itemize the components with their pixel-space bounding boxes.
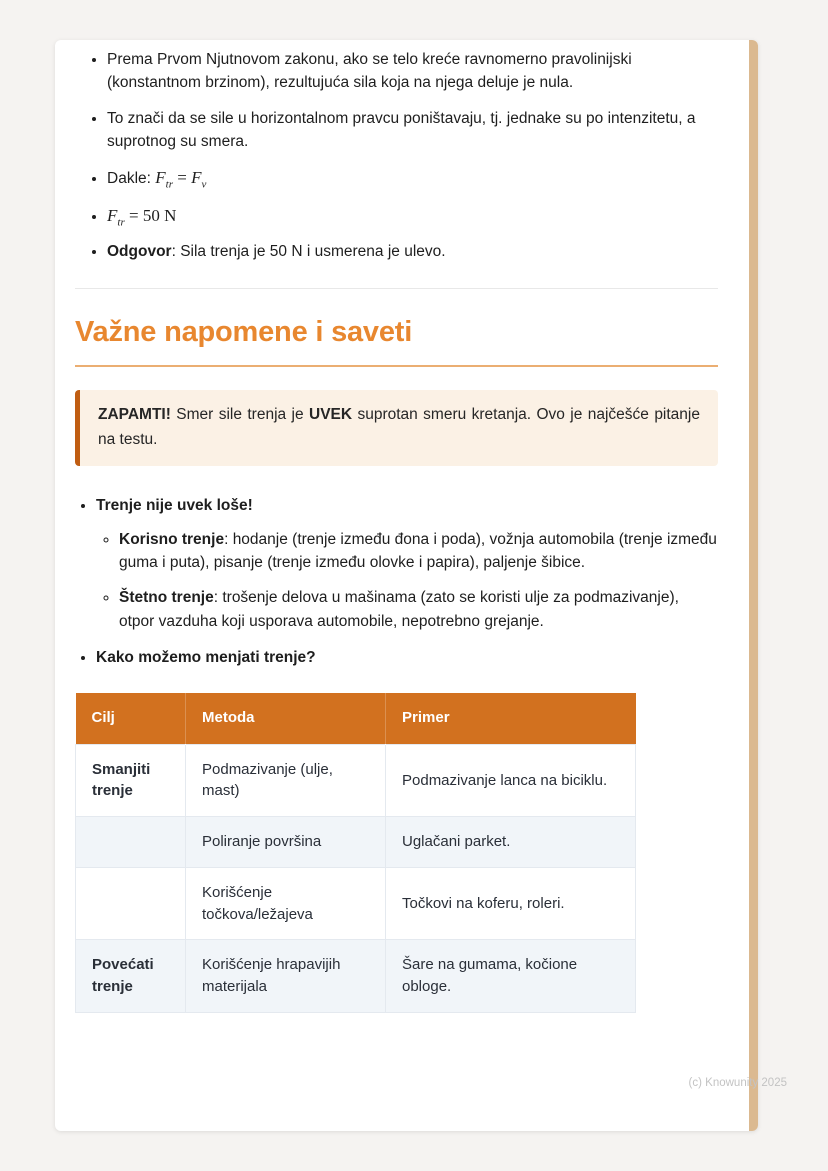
note-item [96, 494, 718, 633]
list-item [107, 48, 718, 95]
table-cell-cilj [76, 867, 186, 940]
answer-text: : Sila trenja je 50 N i usmerena je ulevo. [171, 243, 446, 260]
sub-list-item [119, 586, 718, 633]
list-item [107, 240, 718, 263]
term: Korisno trenje [119, 530, 225, 548]
note-item [96, 646, 718, 669]
list-item-formula [107, 203, 718, 229]
table-row [76, 940, 636, 1013]
list-item-formula [107, 165, 718, 191]
table-cell-metoda: Poliranje površina [186, 817, 386, 868]
note-sub-list [96, 528, 718, 633]
formula: $F_{tr} = F_v$ [155, 168, 207, 191]
page-title: Važne napomene i saveti [75, 315, 718, 367]
note-title: Trenje nije uvek loše! [96, 496, 253, 514]
table-header-row [76, 693, 636, 744]
page-edge-stripe [749, 40, 758, 1131]
table-cell-metoda: Korišćenje točkova/ležajeva [186, 867, 386, 940]
table-header-cilj: Cilj [76, 693, 186, 744]
callout-text: ZAPAMTI! Smer sile trenja je UVEK suprotan smeru kretanja. Ovo je najčešće pitanje na testu. [98, 406, 700, 448]
list-item-text: To znači da se sile u horizontalnom pravcu poništavaju, tj. jednake su po intenzitetu, a suprotnog su smera. [107, 109, 696, 150]
callout-keyword: ZAPAMTI! [98, 406, 171, 424]
table-cell-primer: Šare na gumama, kočione obloge. [386, 940, 636, 1013]
table-cell-cilj [76, 817, 186, 868]
document-content [55, 40, 758, 1039]
notes-list [75, 494, 718, 670]
table-row [76, 744, 636, 817]
friction-methods-table [75, 693, 636, 1013]
answer-label: Odgovor [107, 243, 172, 260]
formula: $F_{tr} = 50$ N [107, 205, 177, 228]
watermark: (c) Knowunity 2025 [688, 1077, 787, 1089]
table-cell-metoda: Podmazivanje (ulje, mast) [186, 744, 386, 817]
table-header-primer: Primer [386, 693, 636, 744]
term: Štetno trenje [119, 589, 214, 607]
sub-list-item [119, 528, 718, 575]
table-row [76, 817, 636, 868]
reminder-callout [75, 390, 718, 466]
table-cell-primer: Uglačani parket. [386, 817, 636, 868]
callout-emphasis: UVEK [309, 406, 353, 424]
formula-prefix: Dakle: [107, 170, 156, 187]
table-cell-primer: Točkovi na koferu, roleri. [386, 867, 636, 940]
section-divider [75, 288, 718, 289]
table-cell-cilj: Povećati trenje [76, 940, 186, 1013]
term-description: : trošenje delova u mašinama (zato se koristi ulje za podmazivanje), otpor vazduha koji usporava automobile, nepotrebno grejanje. [119, 589, 679, 630]
table-cell-primer: Podmazivanje lanca na biciklu. [386, 744, 636, 817]
note-title: Kako možemo menjati trenje? [96, 648, 316, 666]
table-row [76, 867, 636, 940]
document-page [55, 40, 758, 1131]
list-item-text: Prema Prvom Njutnovom zakonu, ako se telo kreće ravnomerno pravolinijski (konstantnom brzinom), rezultujuća sila koja na njega deluje je nula. [107, 51, 632, 92]
term-description: : hodanje (trenje između đona i poda), vožnja automobila (trenje između guma i puta), pisanje (trenje između olovke i papira), paljenje šibice. [119, 530, 717, 572]
table-cell-cilj: Smanjiti trenje [76, 744, 186, 817]
table-cell-metoda: Korišćenje hrapavijih materijala [186, 940, 386, 1013]
answer-steps-list [75, 48, 718, 263]
list-item [107, 107, 718, 154]
table-header-metoda: Metoda [186, 693, 386, 744]
